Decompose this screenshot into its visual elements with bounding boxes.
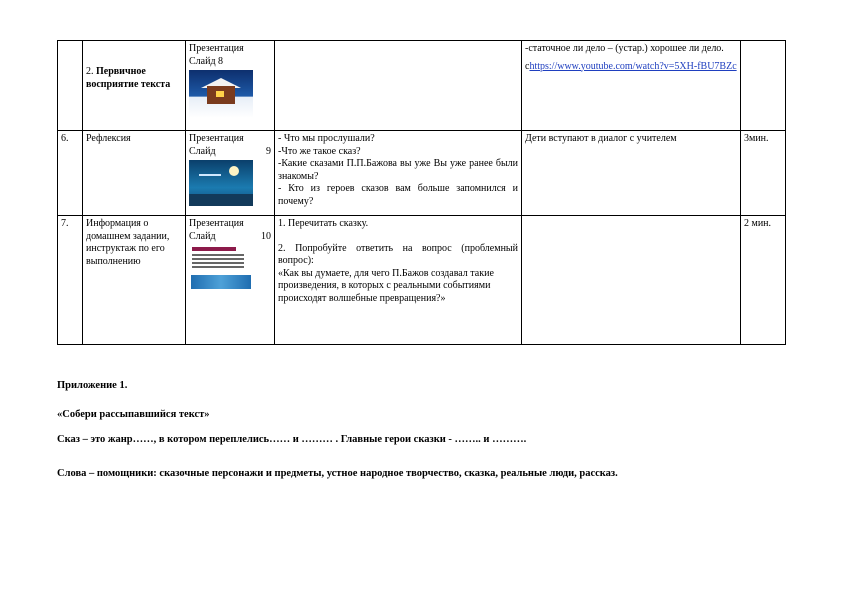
link-prefix: c	[525, 60, 530, 72]
table-row	[58, 131, 786, 216]
reflection-question: -Какие сказами П.П.Бажова вы уже Вы уже ранее были знакомы?	[278, 158, 518, 182]
homework-problem-question: «Как вы думаете, для чего П.Бажов создавал такие произведения, в которых с реальными событиями происходят волшебные превращения?»	[278, 267, 494, 304]
resource-label: Презентация	[189, 218, 244, 229]
slide-thumbnail-night-scene	[189, 160, 253, 206]
resource-cell	[186, 41, 275, 131]
lesson-plan-table	[57, 40, 786, 345]
student-activity-cell: Дети вступают в диалог с учителем	[522, 131, 741, 216]
stage-cell: Рефлексия	[83, 131, 186, 216]
vocabulary-note: -статочное ли дело – (устар.) хорошее ли дело.	[525, 43, 724, 54]
slide-number: 10	[261, 230, 271, 242]
appendix-helper-words: Слова – помощники: сказочные персонажи и предметы, устное народное творчество, сказка, реальные люди, рассказ.	[57, 468, 618, 479]
stage-cell	[83, 41, 186, 131]
stage-number: 2.	[86, 66, 94, 77]
row-number-cell	[58, 41, 83, 131]
homework-task-2: 2. Попробуйте ответить на вопрос (проблемный вопрос):	[278, 242, 518, 266]
row-number-cell: 6.	[58, 131, 83, 216]
stage-cell: Информация о домашнем задании, инструктаж по его выполнению	[83, 216, 186, 345]
reflection-question: - Кто из героев сказов вам больше запомнился и почему?	[278, 183, 518, 207]
resource-cell	[186, 216, 275, 345]
teacher-activity-cell	[275, 131, 522, 216]
student-activity-cell	[522, 216, 741, 345]
teacher-activity-cell	[275, 41, 522, 131]
video-link-line	[525, 61, 737, 74]
appendix-subtitle: «Собери рассыпавшийся текст»	[57, 409, 210, 420]
resource-label: Презентация	[189, 43, 244, 54]
time-cell	[741, 41, 786, 131]
stage-name: Первичное восприятие текста	[86, 66, 171, 90]
slide-label: Слайд 8	[189, 55, 224, 67]
row-number-cell: 7.	[58, 216, 83, 345]
slide-word: Слайд	[189, 145, 216, 157]
time-cell: 3мин.	[741, 131, 786, 216]
reflection-question: - Что мы прослушали?	[278, 133, 375, 144]
resource-cell	[186, 131, 275, 216]
time-cell: 2 мин.	[741, 216, 786, 345]
slide-thumbnail-winter-house	[189, 70, 253, 118]
table-row	[58, 216, 786, 345]
slide-word: Слайд	[189, 230, 216, 242]
resource-label: Презентация	[189, 133, 244, 144]
youtube-link[interactable]: https://www.youtube.com/watch?v=5XH-fBU7BZc	[529, 60, 737, 72]
table-row	[58, 41, 786, 131]
teacher-activity-cell	[275, 216, 522, 345]
slide-thumbnail-homework	[189, 245, 253, 293]
appendix-title: Приложение 1.	[57, 380, 128, 391]
reflection-question: -Что же такое сказ?	[278, 145, 361, 157]
slide-label	[189, 231, 271, 244]
appendix-sentence: Сказ – это жанр……, в котором переплелись…… и ……… . Главные герои сказки - …….. и ……….	[57, 434, 527, 445]
slide-number: 9	[266, 145, 271, 157]
homework-task-1: 1. Перечитать сказку.	[278, 218, 369, 229]
student-activity-cell	[522, 41, 741, 131]
slide-label	[189, 146, 271, 159]
